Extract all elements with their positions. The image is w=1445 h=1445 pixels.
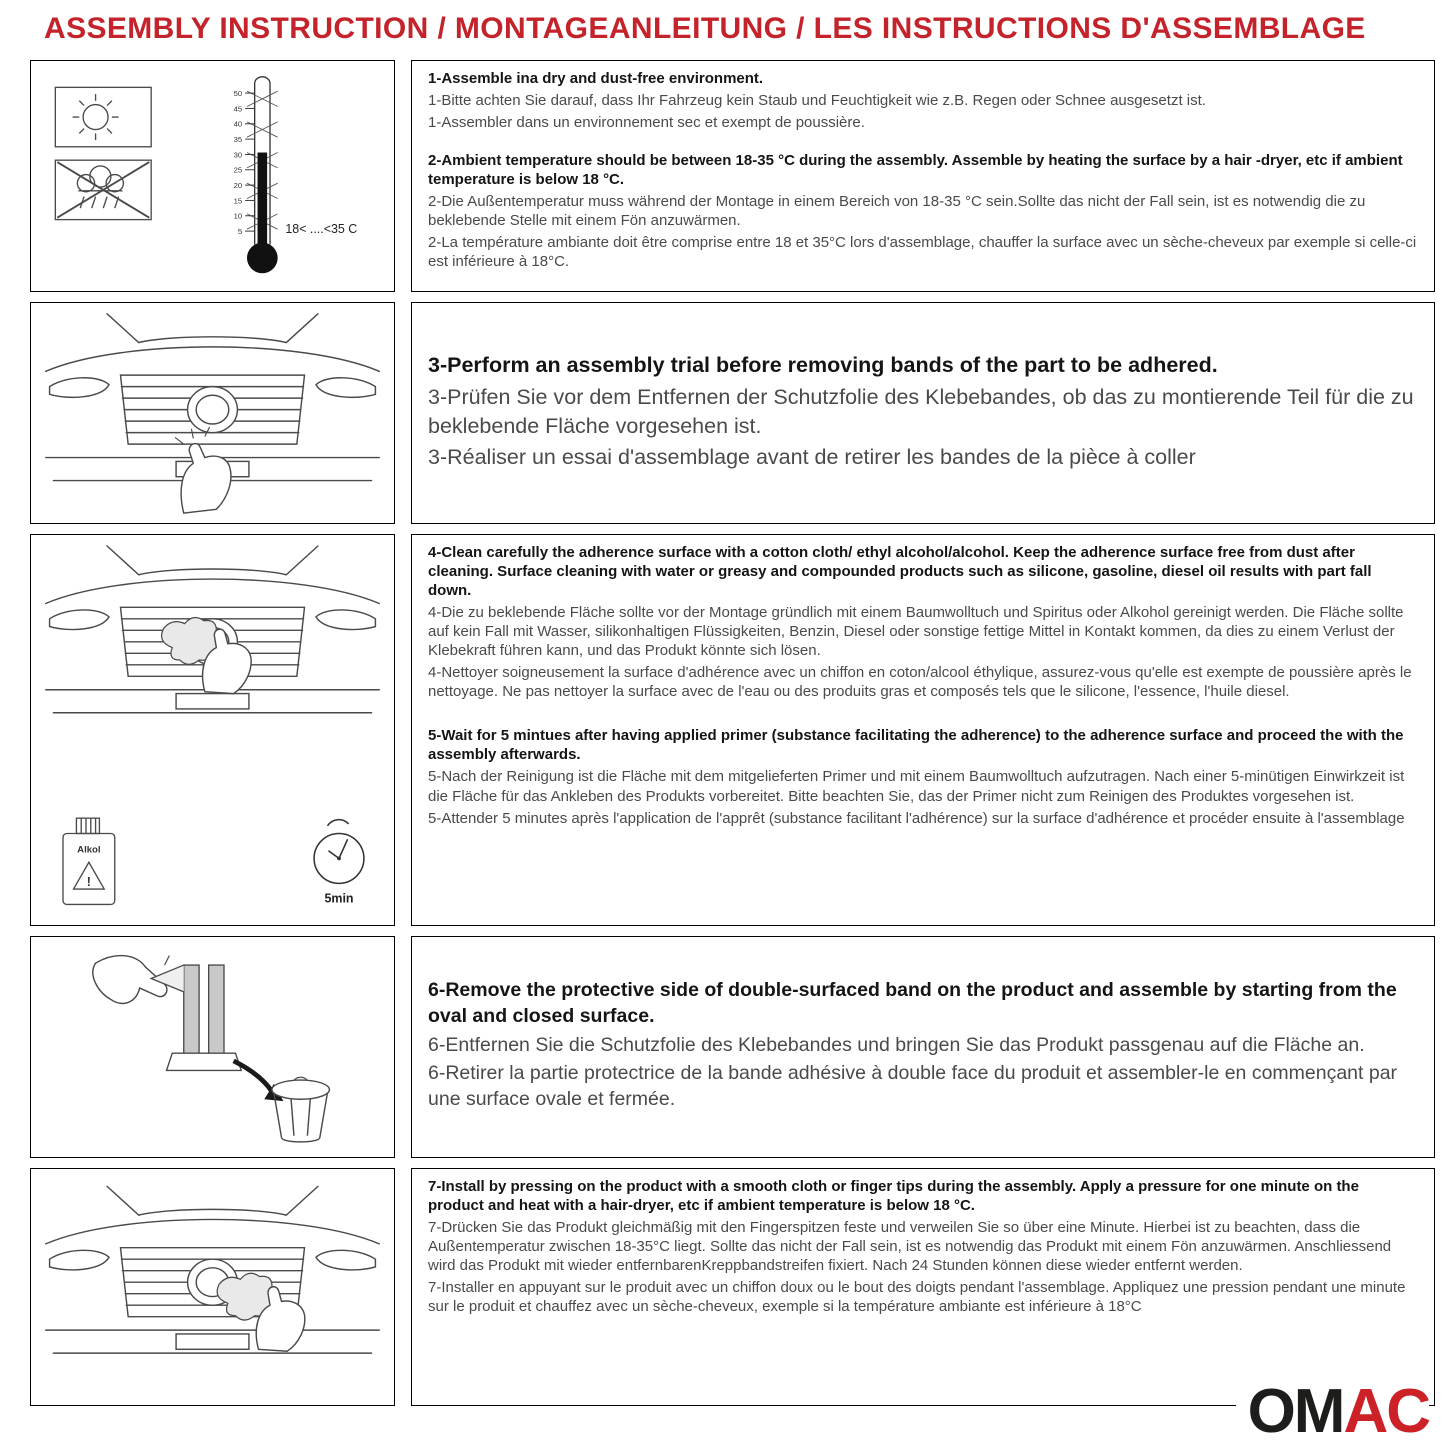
alcohol-bottle-icon bbox=[63, 818, 115, 904]
clock-label: 5min bbox=[324, 891, 354, 906]
section-2 bbox=[30, 302, 1435, 524]
thermo-tick: 35 bbox=[233, 134, 243, 144]
warning-exclamation: ! bbox=[86, 875, 91, 890]
thermo-tick: 50 bbox=[233, 88, 243, 98]
thermometer-icon bbox=[234, 77, 278, 273]
section-5 bbox=[30, 1168, 1435, 1406]
band-strips bbox=[151, 965, 241, 1070]
step-7-en: 7-Install by pressing on the product with a smooth cloth or finger tips during the assembly. Apply a pressure for one minute on the product and heat with a hair-dryer, etc if ambient temperature is below 18 °C. bbox=[428, 1178, 1359, 1215]
section-5-text bbox=[411, 1168, 1435, 1406]
section-3-text bbox=[411, 534, 1435, 926]
clock-icon bbox=[314, 820, 364, 906]
step-3-de: 3-Prüfen Sie vor dem Entfernen der Schutzfolie des Klebebandes, ob das zu montierende Teil für die zu beklebende Fläche vorgesehen ist. bbox=[428, 384, 1414, 438]
step-5-de: 5-Nach der Reinigung ist die Fläche mit dem mitgelieferten Primer und mit einem Baumwolltuch aufzutragen. Nach einer 5-minütigen Einwirkzeit ist die Fläche für das Ankleben des Produkts vorbereitet. Bitte beachten Sie, das der Primer nicht zum Reinigen des Produktes vorgesehen ist. bbox=[428, 768, 1405, 805]
section-3 bbox=[30, 534, 1435, 926]
trash-bin-icon bbox=[272, 1077, 329, 1142]
illustration-press-install bbox=[30, 1168, 395, 1406]
section-4-text bbox=[411, 936, 1435, 1158]
step-4-fr: 4-Nettoyer soigneusement la surface d'adhérence avec un chiffon en coton/alcool éthylique, assurez-vous qu'elle est exempte de poussière après le nettoyage. Ne pas nettoyer la surface avec de l'eau ou des produits gras et composés tels que le silicone, l'essence, l'huile diesel. bbox=[428, 664, 1412, 701]
step-1-fr: 1-Assembler dans un environnement sec et exempt de poussière. bbox=[428, 114, 865, 132]
step-3-en: 3-Perform an assembly trial before removing bands of the part to be adhered. bbox=[428, 353, 1218, 378]
step-2-en: 2-Ambient temperature should be between 18-35 °C during the assembly. Assemble by heating the surface by a hair -dryer, etc if ambient temperature is below 18 °C. bbox=[428, 152, 1403, 189]
step-5-fr: 5-Attender 5 minutes après l'application de l'apprêt (substance facilitant l'adhérence) sur la surface d'adhérence et procéder ensuite à l'assemblage bbox=[428, 809, 1405, 827]
thermo-tick: 25 bbox=[233, 165, 243, 175]
step-2-de: 2-Die Außentemperatur muss während der Montage in einem Bereich von 18-35 °C sein.Sollte das nicht der Fall sein, ist es notwendig die zu beklebende Stelle mit einem Fön anzuwärmen. bbox=[428, 193, 1366, 230]
cleaning-illustration bbox=[40, 541, 385, 919]
step-4-de: 4-Die zu beklebende Fläche sollte vor der Montage gründlich mit einem Baumwolltuch und Spiritus oder Alkohol gereinigt werden. Die Fläche sollte auf kein Fall mit Wasser, silikonhaltigen Flüssigkeiten, Benzin, Diesel oder sonstige fettige Mittel in Kontakt kommen, da dies zu einem Verlust der Klebekraft führen kann, und das Produkt könnte sich lösen. bbox=[428, 604, 1404, 660]
no-rain-icon bbox=[55, 160, 151, 219]
section-4 bbox=[30, 936, 1435, 1158]
logo-text-black: OM bbox=[1247, 1377, 1344, 1445]
step-5-en: 5-Wait for 5 mintues after having applied primer (substance facilitating the adherence) to the adherence surface and proceed the with the assembly afterwards. bbox=[428, 727, 1404, 764]
illustration-cleaning bbox=[30, 534, 395, 926]
illustration-remove-band bbox=[30, 936, 395, 1158]
omac-logo bbox=[1236, 1377, 1429, 1445]
section-1-text bbox=[411, 60, 1435, 292]
logo-text-red: AC bbox=[1343, 1377, 1429, 1445]
step-7-fr: 7-Installer en appuyant sur le produit avec un chiffon doux ou le bout des doigts pendant l'assemblage. Appliquez une pression pendant une minute sur le produit et chauffez avec un sèche-cheveux, exemple si la température ambiante est inférieure à 18°C bbox=[428, 1279, 1406, 1316]
section-2-text bbox=[411, 302, 1435, 524]
step-6-en: 6-Remove the protective side of double-surfaced band on the product and assemble by starting from the oval and closed surface. bbox=[428, 978, 1397, 1027]
thermo-tick: 45 bbox=[233, 104, 243, 114]
illustration-environment bbox=[30, 60, 395, 292]
step-7-de: 7-Drücken Sie das Produkt gleichmäßig mit den Fingerspitzen feste und verweilen Sie so über eine Minute. Hierbei ist zu beachten, dass die Außentemperatur zwischen 18-35°C liegt. Sollte das nicht der Fall sein, ist es notwendig das Produkt mit einem Fön anzuwärmen. Anschliessend wird das Produkt mit wieder entfernbarenKreppbandstreifen fixiert. Nach 24 Stunden können diese wieder entfernt werden. bbox=[428, 1219, 1392, 1275]
step-2-fr: 2-La température ambiante doit être comprise entre 18 et 35°C lors d'assemblage, chauffer la surface avec un sèche-cheveux par exemple si celle-ci est inférieure à 18°C. bbox=[428, 234, 1417, 271]
adhesive-band-illustration bbox=[40, 943, 385, 1151]
environment-temperature-illustration bbox=[40, 67, 385, 285]
spacer bbox=[428, 135, 1418, 151]
sun-icon bbox=[55, 87, 151, 146]
step-3-fr: 3-Réaliser un essai d'assemblage avant de retirer les bandes de la pièce à coller bbox=[428, 445, 1196, 470]
car-grille-illustration bbox=[40, 309, 385, 517]
spacer bbox=[428, 704, 1418, 726]
step-6-de: 6-Entfernen Sie die Schutzfolie des Klebebandes und bringen Sie das Produkt passgenau auf die Fläche an. bbox=[428, 1033, 1365, 1056]
section-1 bbox=[30, 60, 1435, 292]
press-install-illustration bbox=[40, 1175, 385, 1399]
thermo-tick: 10 bbox=[233, 211, 243, 221]
thermo-tick: 5 bbox=[237, 226, 243, 236]
thermo-tick: 30 bbox=[233, 150, 243, 160]
car-front-sketch bbox=[46, 1186, 380, 1353]
hand-icon bbox=[175, 427, 231, 513]
thermo-tick: 15 bbox=[233, 196, 243, 206]
step-4-en: 4-Clean carefully the adherence surface with a cotton cloth/ ethyl alcohol/alcohol. Keep the adherence surface free from dust after cleaning. Surface cleaning with water or greasy and compounded products such as silicone, gasoline, diesel oil results with part fall down. bbox=[428, 544, 1372, 600]
thermo-tick: 20 bbox=[233, 180, 243, 190]
temperature-range-label: 18< ....<35 C bbox=[285, 222, 358, 237]
page-title: ASSEMBLY INSTRUCTION / MONTAGEANLEITUNG / LES INSTRUCTIONS D'ASSEMBLAGE bbox=[44, 12, 1366, 45]
alcohol-label: Alkol bbox=[77, 844, 101, 856]
step-1-de: 1-Bitte achten Sie darauf, dass Ihr Fahrzeug kein Staub und Feuchtigkeit wie z.B. Regen oder Schnee ausgesetzt ist. bbox=[428, 92, 1206, 110]
illustration-assembly-trial bbox=[30, 302, 395, 524]
step-1-en: 1-Assemble ina dry and dust-free environment. bbox=[428, 70, 764, 87]
thermo-tick: 40 bbox=[233, 119, 243, 129]
step-6-fr: 6-Retirer la partie protectrice de la bande adhésive à double face du produit et assembler-le en commençant par une surface ovale et fermée. bbox=[428, 1062, 1398, 1111]
